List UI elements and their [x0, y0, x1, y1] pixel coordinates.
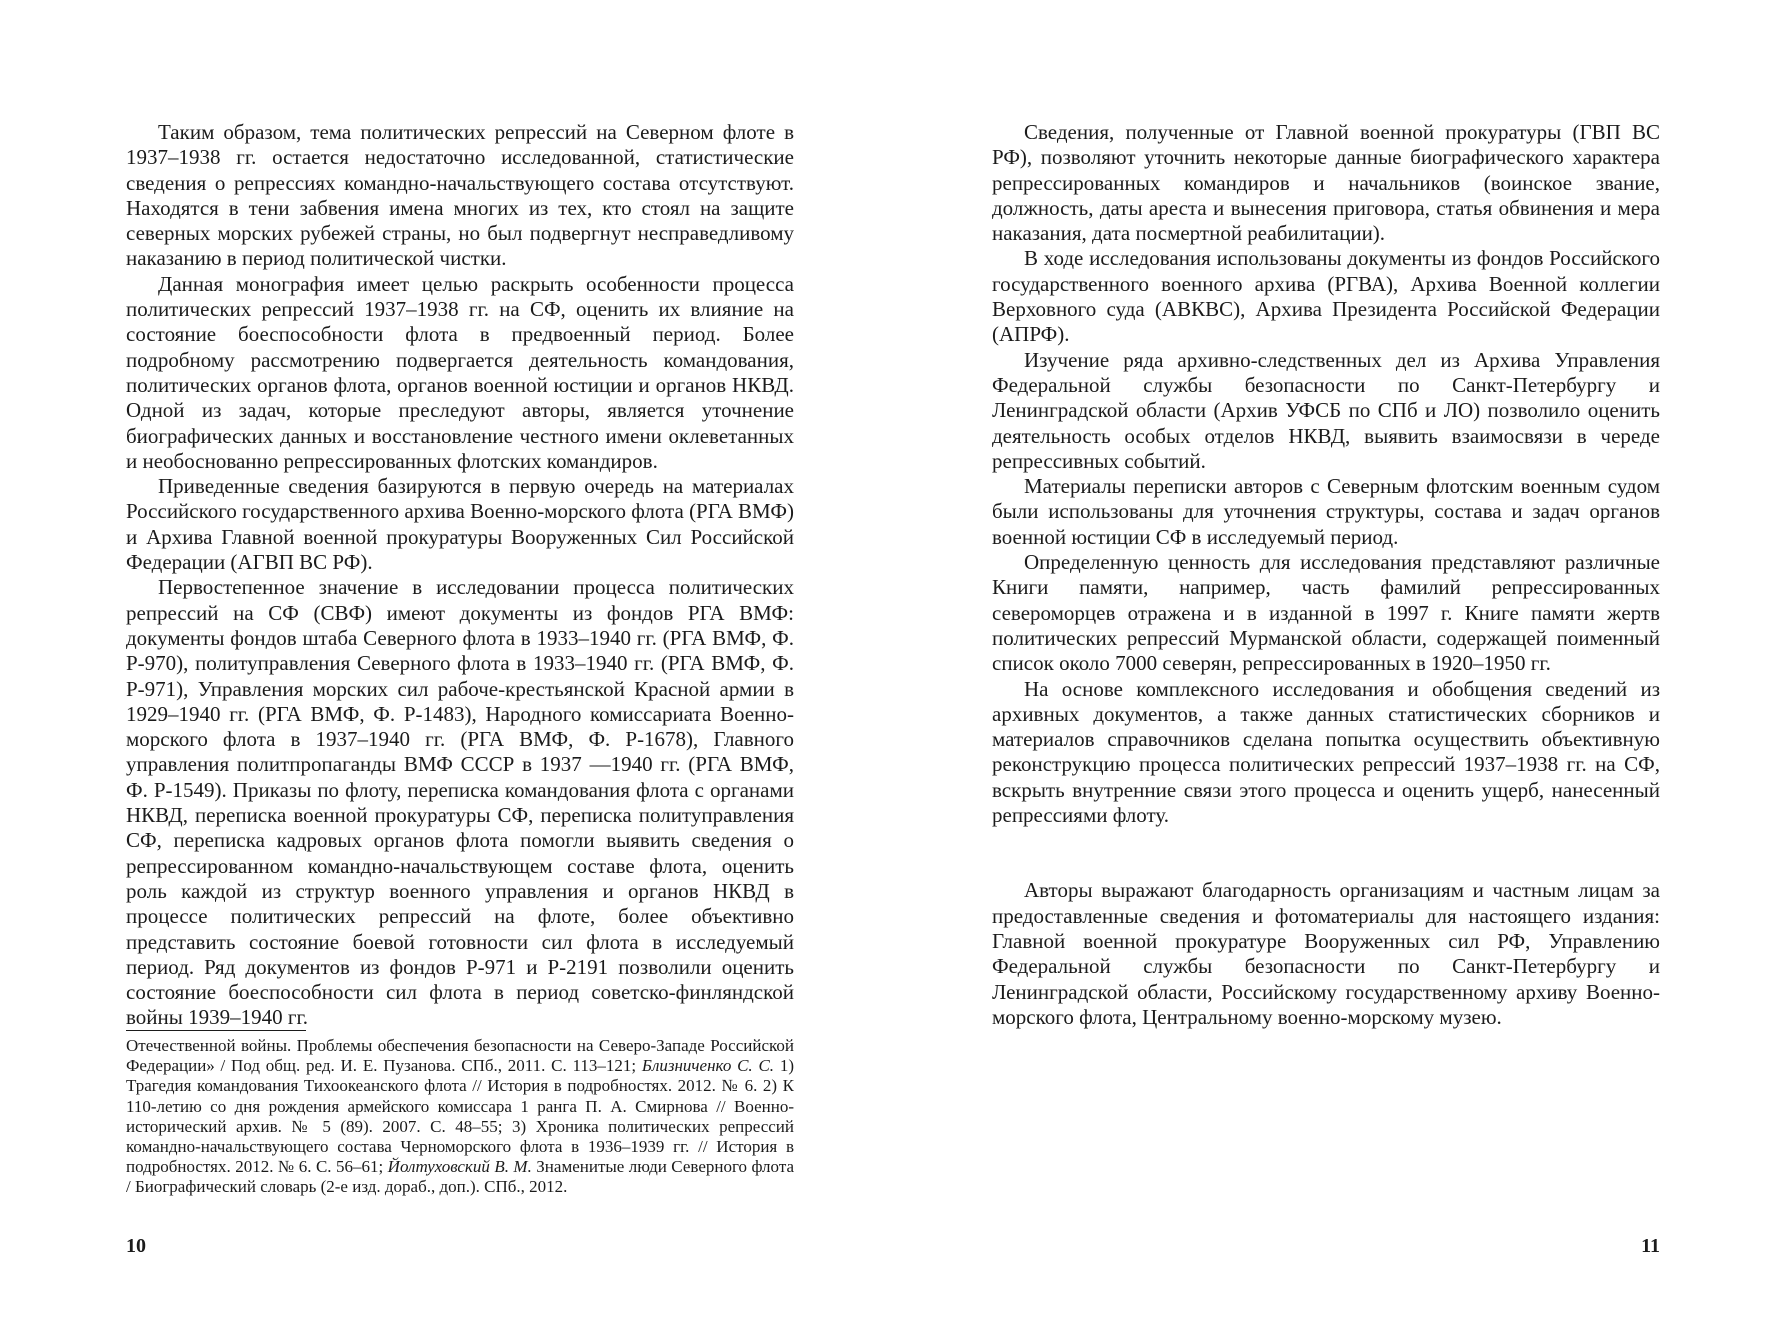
page-number-right: 11: [1641, 1235, 1660, 1257]
body-paragraph: Таким образом, тема политических репрессий на Северном флоте в 1937–1938 гг. остается недостаточно исследованной, статистические сведения о репрессиях командно-начальствующего состава отсутствуют. Находятся в тени забвения имена многих из тех, кто стоял на защите северных морских рубежей страны, но был подвергнут несправедливому наказанию в период политической чистки.: [126, 120, 794, 271]
body-paragraph: Материалы переписки авторов с Северным флотским военным судом были использованы для уточнения структуры, состава и задач органов военной юстиции СФ в исследуемый период.: [992, 474, 1660, 549]
footnote-segment: Знаменитые люди Северного флота / Биографический словарь (2-е изд. дораб., доп.). СПб., 2012.: [126, 1157, 795, 1197]
body-paragraph: Определенную ценность для исследования представляют различные Книги памяти, например, часть фамилий репрессированных североморцев отражена и в изданной в 1997 г. Книге памяти жертв политических репрессий Мурманской области, содержащей поименный список около 7000 северян, репрессированных в 1920–1950 гг.: [992, 550, 1660, 676]
right-page: [886, 0, 1772, 1329]
body-paragraph: В ходе исследования использованы документы из фондов Российского государственного военного архива (РГВА), Архива Военной коллегии Верховного суда (АВКВС), Архива Президента Российской Федерации (АПРФ).: [992, 246, 1660, 347]
footnote-author: Близниченко С. С.: [641, 1056, 775, 1076]
footnote: [126, 1036, 794, 1198]
body-paragraph: Данная монография имеет целью раскрыть особенности процесса политических репрессий 1937–1938 гг. на СФ, оценить их влияние на состояние боеспособности флота в предвоенный период. Более подробному рассмотрению подвергается деятельность командования, политических органов флота, органов военной юстиции и органов НКВД. Одной из задач, которые преследуют авторы, является уточнение биографических данных и восстановление честного имени оклеветанных и необоснованно репрессированных флотских командиров.: [126, 271, 794, 473]
body-paragraph: Изучение ряда архивно-следственных дел из Архива Управления Федеральной службы безопасности по Санкт-Петербургу и Ленинградской области (Архив УФСБ по СПб и ЛО) позволило оценить деятельность особых отделов НКВД, выявить взаимосвязи в череде репрессивных событий.: [992, 347, 1660, 473]
body-paragraph: Приведенные сведения базируются в первую очередь на материалах Российского государственного архива Военно-морского флота (РГА ВМФ) и Архива Главной военной прокуратуры Вооруженных Сил Российской Федерации (АГВП ВС РФ).: [126, 474, 794, 575]
page-number-left: 10: [126, 1235, 146, 1257]
right-page-body: [992, 120, 1660, 1030]
acknowledgement-paragraph: Авторы выражают благодарность организациям и частным лицам за предоставленные сведения и фотоматериалы для настоящего издания: Главной военной прокуратуре Вооруженных сил РФ, Управлению Федеральной службы безопасности по Санкт-Петербургу и Ленинградской области, Российскому государственному архиву Военно-морского флота, Центральному военно-морскому музею.: [992, 878, 1660, 1029]
body-paragraph: Первостепенное значение в исследовании процесса политических репрессий на СФ (СВФ) имеют документы из фондов РГА ВМФ: документы фондов штаба Северного флота в 1933–1940 гг. (РГА ВМФ, Ф. Р-970), политуправления Северного флота в 1933–1940 гг. (РГА ВМФ, Ф. Р-971), Управления морских сил рабоче-крестьянской Красной армии в 1929–1940 гг. (РГА ВМФ, Ф. Р-1483), Народного комиссариата Военно-морского флота в 1937–1940 гг. (РГА ВМФ, Ф. Р-1678), Главного управления политпропаганды ВМФ СССР в 1937 —1940 гг. (РГА ВМФ, Ф. Р-1549). Приказы по флоту, переписка командования флота с органами НКВД, переписка военной прокуратуры СФ, переписка политуправления СФ, переписка кадровых органов флота помогли выявить сведения о репрессированном командно-начальствующем составе флота, оценить роль каждой из структур военного управления и органов НКВД в процессе политических репрессий на флоте, более объективно представить состояние боевой готовности сил флота в исследуемый период. Ряд документов из фондов Р-971 и Р-2191 позволили оценить состояние боеспособности сил флота в период советско-финляндской войны 1939–1940 гг.: [126, 575, 794, 1030]
footnote-segment: 1) Трагедия командования Тихоокеанского флота // История в подробностях. 2012. № 6. 2) К 110-летию со дня рождения армейского комиссара 1 ранга П. А. Смирнова // Военно-исторический архив. № 5 (89). 2007. С. 48–55; 3) Хроника политических репрессий командно-начальствующего состава Черноморского флота в 1936–1939 гг. // История в подробностях. 2012. № 6. С. 56–61;: [126, 1056, 794, 1177]
footnote-text: [126, 1036, 794, 1198]
footnote-divider: [126, 1030, 306, 1031]
body-paragraph: Сведения, полученные от Главной военной прокуратуры (ГВП ВС РФ), позволяют уточнить некоторые данные биографического характера репрессированных командиров и начальников (воинское звание, должность, даты ареста и вынесения приговора, статья обвинения и мера наказания, дата посмертной реабилитации).: [992, 120, 1660, 246]
footnote-segment: Отечественной войны. Проблемы обеспечения безопасности на Северо-Западе Российской Федерации» / Под общ. ред. И. Е. Пузанова. СПб., 2011. С. 113–121;: [126, 1036, 794, 1076]
footnote-author: Йолтуховский В. М.: [387, 1157, 532, 1177]
left-page-body: [126, 120, 794, 1031]
body-paragraph: На основе комплексного исследования и обобщения сведений из архивных документов, а также данных статистических сборников и материалов справочников сделана попытка осуществить объективную реконструкцию процесса политических репрессий 1937–1938 гг. на СФ, вскрыть внутренние связи этого процесса и оценить ущерб, нанесенный репрессиями флоту.: [992, 676, 1660, 828]
